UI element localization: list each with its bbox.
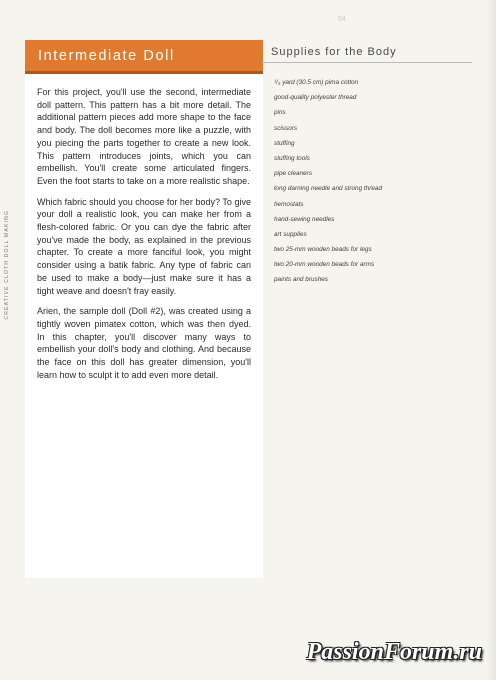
supplies-list [262, 67, 472, 288]
supply-item: two 25-mm wooden beads for legs [274, 246, 372, 254]
section-title-bar [25, 40, 263, 74]
supply-item: pipe cleaners [274, 170, 313, 178]
supplies-panel [262, 40, 472, 288]
supply-item: long darning needle and strong thread [274, 185, 383, 193]
page-number: 54 [338, 16, 346, 23]
supply-item: paints and brushes [274, 276, 329, 284]
supply-item: hand-sewing needles [274, 215, 335, 223]
side-running-head: CREATIVE CLOTH DOLL MAKING [4, 210, 10, 320]
supply-item: art supplies [274, 230, 307, 238]
intermediate-doll-panel [25, 40, 263, 578]
supply-item: stuffing [274, 139, 295, 147]
site-watermark: PassionForum.ru [306, 639, 482, 665]
page-edge-shade [486, 0, 496, 680]
paragraph-2: Which fabric should you choose for her body? To give your doll a realistic look, you can make her from a flesh-colored fabric. Or you can dye the fabric after you've made the body, as explained in the previous chapter. To create a more fanciful look, you might consider using a batik fabric. Any type of fabric can be used to make a body—just make sure it has a tight weave and doesn't fray easily. [37, 196, 251, 296]
supplies-title: Supplies for the Body [262, 40, 472, 63]
supply-item: good-quality polyester thread [274, 94, 357, 102]
section-body [25, 74, 263, 381]
supply-item: hemostats [274, 200, 304, 208]
supply-item: ¹/₃ yard (30.5 cm) pima cotton [274, 79, 359, 86]
supply-item: two 20-mm wooden beads for arms [274, 261, 375, 269]
supply-item: pins [274, 109, 286, 117]
supply-item: stuffing tools [274, 154, 310, 162]
paragraph-3: Arien, the sample doll (Doll #2), was created using a tightly woven pimatex cotton, which was then dyed. In this chapter, you'll discover many ways to embellish your doll's body and clothing. And because the face on this doll has greater dimension, you'll learn how to sculpt it to add even more detail. [37, 306, 251, 380]
section-title: Intermediate Doll [38, 47, 175, 64]
supply-item: scissors [274, 124, 298, 132]
paragraph-1: For this project, you'll use the second, intermediate doll pattern. This pattern has a bit more detail. The additional pattern pieces add more shape to the face and body. The doll becomes more like a puzzle, with you piecing the parts together to create a new look. This pattern introduces joints, which you can embellish. You'll create some articulated fingers. Even the foot starts to take on a more realistic shape. [37, 87, 251, 186]
